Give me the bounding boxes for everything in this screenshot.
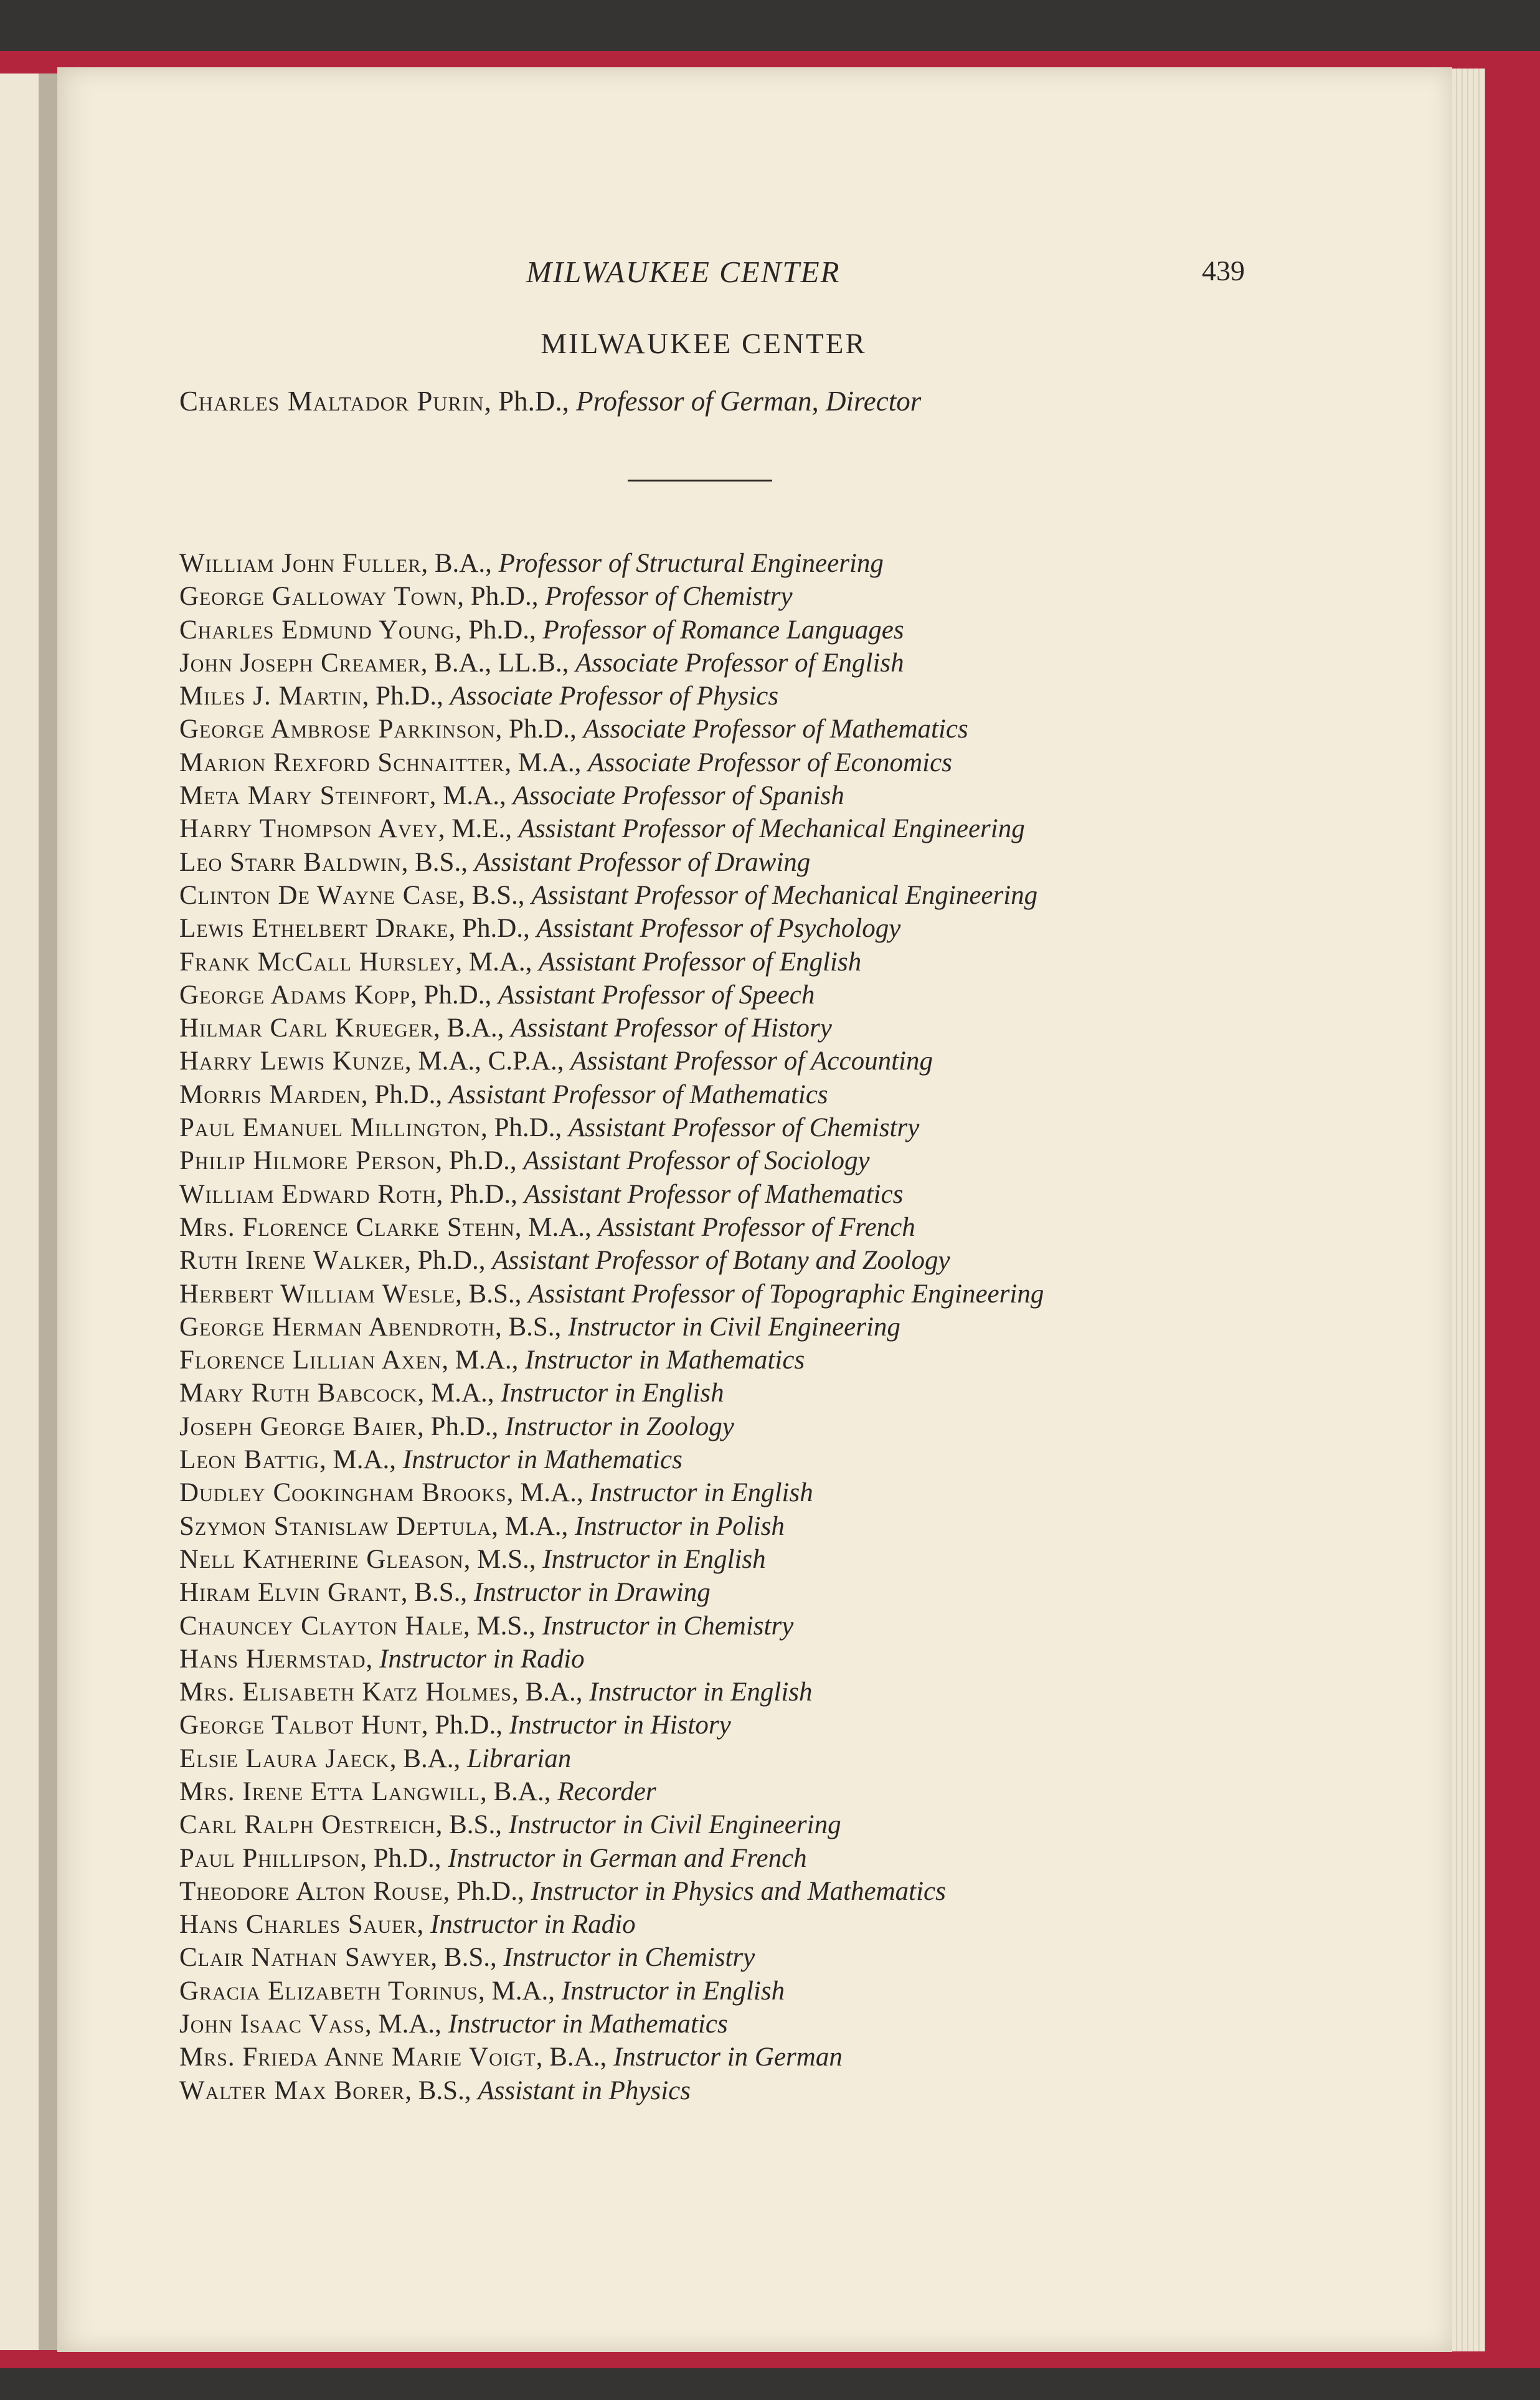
staff-entry: [179, 1476, 1412, 1509]
staff-title: Professor of Chemistry: [545, 582, 793, 612]
staff-title: Instructor in Civil Engineering: [568, 1312, 900, 1342]
staff-title: Associate Professor of English: [575, 648, 904, 678]
staff-degree: , B.A., LL.B.,: [420, 648, 576, 678]
staff-name: George Herman Abendroth: [179, 1312, 495, 1342]
staff-name: Mrs. Frieda Anne Marie Voigt: [179, 2042, 536, 2072]
staff-title: Assistant Professor of Mathematics: [524, 1179, 904, 1209]
staff-name: Dudley Cookingham Brooks: [179, 1478, 507, 1508]
staff-degree: , Ph.D.,: [443, 1876, 531, 1906]
staff-title: Instructor in English: [589, 1677, 813, 1707]
staff-entry: [179, 1344, 1412, 1377]
staff-name: Szymon Stanislaw Deptula: [179, 1511, 492, 1541]
staff-entry: [179, 1842, 1412, 1875]
staff-name: George Adams Kopp: [179, 980, 411, 1010]
staff-entry: [179, 1211, 1412, 1244]
staff-degree: , Ph.D.,: [448, 914, 537, 944]
staff-name: Harry Thompson Avey: [179, 814, 438, 844]
staff-entry: [179, 912, 1412, 945]
staff-entry: [179, 946, 1412, 979]
staff-entry: [179, 1244, 1412, 1277]
staff-degree: , Ph.D.,: [495, 714, 583, 744]
staff-name: Charles Edmund Young: [179, 615, 455, 645]
staff-title: Instructor in Drawing: [473, 1578, 711, 1608]
staff-degree: , M.A.,: [514, 1212, 598, 1242]
staff-degree: ,: [366, 1644, 379, 1674]
staff-degree: , M.A.,: [417, 1378, 501, 1408]
staff-entry: [179, 1410, 1412, 1443]
staff-title: Assistant Professor of Topographic Engineering: [528, 1279, 1044, 1309]
staff-name: John Isaac Vass: [179, 2009, 365, 2039]
staff-title: Assistant Professor of Drawing: [474, 847, 811, 877]
staff-title: Instructor in Chemistry: [542, 1611, 794, 1641]
staff-name: Herbert William Wesle: [179, 1279, 456, 1309]
staff-degree: , M.A.,: [504, 747, 588, 777]
staff-title: Instructor in English: [561, 1976, 785, 2006]
staff-name: Joseph George Baier: [179, 1411, 417, 1441]
staff-title: Instructor in Physics and Mathematics: [531, 1876, 946, 1906]
staff-entry: [179, 1875, 1412, 1908]
staff-name: Leon Battig: [179, 1445, 319, 1475]
staff-degree: , M.A.,: [319, 1445, 403, 1475]
staff-entry: [179, 1443, 1412, 1476]
staff-entry: [179, 1576, 1412, 1609]
staff-title: Assistant Professor of Mathematics: [448, 1079, 828, 1109]
staff-entry: [179, 979, 1412, 1012]
staff-title: Instructor in Mathematics: [448, 2009, 728, 2039]
running-title: MILWAUKEE CENTER: [526, 255, 841, 289]
staff-name: Walter Max Borer: [179, 2075, 405, 2105]
staff-degree: , M.S.,: [463, 1611, 542, 1641]
director-title: Professor of German, Director: [576, 386, 922, 417]
staff-title: Instructor in Radio: [430, 1910, 636, 1940]
staff-name: Harry Lewis Kunze: [179, 1046, 405, 1076]
staff-title: Instructor in German: [613, 2042, 843, 2072]
staff-degree: , B.A.,: [421, 549, 499, 578]
staff-entry: [179, 547, 1412, 580]
staff-title: Instructor in Chemistry: [503, 1943, 755, 1973]
staff-title: Recorder: [557, 1776, 656, 1806]
staff-degree: , B.S.,: [435, 1810, 509, 1840]
staff-name: Miles J. Martin: [179, 681, 362, 711]
staff-degree: , M.A.,: [455, 947, 539, 977]
staff-degree: , B.A.,: [389, 1743, 467, 1773]
staff-entry: [179, 614, 1412, 647]
staff-entry: [179, 2074, 1412, 2107]
staff-title: Professor of Romance Languages: [542, 615, 904, 645]
staff-degree: , Ph.D.,: [436, 1179, 524, 1209]
staff-degree: , B.S.,: [400, 1578, 474, 1608]
staff-title: Associate Professor of Physics: [450, 681, 779, 711]
staff-title: Instructor in German and French: [448, 1843, 807, 1873]
staff-title: Assistant in Physics: [478, 2075, 691, 2105]
staff-entry: [179, 1278, 1412, 1311]
staff-list: [179, 547, 1412, 2107]
staff-name: Ruth Irene Walker: [179, 1246, 405, 1276]
staff-degree: , M.E.,: [438, 814, 519, 844]
staff-title: Instructor in Mathematics: [525, 1345, 805, 1375]
staff-name: Mary Ruth Babcock: [179, 1378, 418, 1408]
staff-name: Clinton De Wayne Case: [179, 880, 459, 910]
staff-entry: [179, 1775, 1412, 1808]
staff-degree: , B.S.,: [430, 1943, 504, 1973]
staff-entry: [179, 1808, 1412, 1841]
staff-degree: , M.S.,: [463, 1544, 543, 1574]
staff-name: Elsie Laura Jaeck: [179, 1743, 390, 1773]
staff-title: Assistant Professor of Accounting: [570, 1046, 933, 1076]
staff-name: Florence Lillian Axen: [179, 1345, 442, 1375]
staff-entry: [179, 1742, 1412, 1775]
staff-name: Paul Phillipson: [179, 1843, 361, 1873]
staff-title: Associate Professor of Spanish: [513, 781, 844, 811]
staff-degree: , B.A.,: [536, 2042, 613, 2072]
staff-name: Mrs. Irene Etta Langwill: [179, 1776, 480, 1806]
staff-name: Nell Katherine Gleason: [179, 1544, 464, 1574]
staff-name: Leo Starr Baldwin: [179, 847, 402, 877]
staff-title: Assistant Professor of Mechanical Engineering: [518, 814, 1025, 844]
staff-name: Hans Hjermstad: [179, 1644, 366, 1674]
running-header: [0, 254, 1540, 292]
staff-name: Lewis Ethelbert Drake: [179, 914, 449, 944]
staff-title: Assistant Professor of History: [511, 1013, 832, 1043]
staff-entry: [179, 1709, 1412, 1742]
staff-name: George Talbot Hunt: [179, 1710, 422, 1740]
staff-entry: [179, 647, 1412, 680]
staff-title: Assistant Professor of French: [598, 1212, 915, 1242]
staff-title: Instructor in English: [501, 1378, 724, 1408]
staff-entry: [179, 779, 1412, 812]
staff-title: Instructor in Zoology: [504, 1411, 734, 1441]
staff-degree: , Ph.D.,: [480, 1113, 569, 1143]
staff-name: Morris Marden: [179, 1079, 361, 1109]
staff-title: Instructor in Polish: [575, 1511, 785, 1541]
staff-degree: , B.A.,: [511, 1677, 590, 1707]
staff-degree: , Ph.D.,: [457, 582, 546, 612]
staff-title: Assistant Professor of Psychology: [536, 914, 901, 944]
staff-title: Instructor in Mathematics: [402, 1445, 683, 1475]
staff-title: Assistant Professor of Botany and Zoology: [492, 1246, 950, 1276]
staff-entry: [179, 1510, 1412, 1543]
staff-degree: , M.A., C.P.A.,: [404, 1046, 571, 1076]
staff-degree: , M.A.,: [442, 1345, 526, 1375]
staff-title: Instructor in Civil Engineering: [508, 1810, 841, 1840]
staff-title: Assistant Professor of Speech: [498, 980, 815, 1010]
left-page-edge: [0, 74, 39, 2350]
staff-entry: [179, 1078, 1412, 1111]
staff-entry: [179, 1975, 1412, 2008]
staff-degree: , Ph.D.,: [361, 1079, 449, 1109]
staff-degree: , Ph.D.,: [362, 681, 450, 711]
staff-entry: [179, 879, 1412, 912]
staff-entry: [179, 1111, 1412, 1144]
staff-name: Meta Mary Steinfort: [179, 781, 430, 811]
staff-name: Mrs. Elisabeth Katz Holmes: [179, 1677, 512, 1707]
staff-name: Chauncey Clayton Hale: [179, 1611, 463, 1641]
staff-entry: [179, 1941, 1412, 1974]
staff-degree: , Ph.D.,: [435, 1146, 524, 1176]
staff-entry: [179, 746, 1412, 779]
staff-degree: , Ph.D.,: [455, 615, 543, 645]
gutter: [39, 74, 57, 2350]
staff-entry: [179, 1610, 1412, 1643]
staff-degree: , M.A.,: [478, 1976, 562, 2006]
staff-entry: [179, 1543, 1412, 1576]
staff-name: Mrs. Florence Clarke Stehn: [179, 1212, 515, 1242]
staff-degree: , B.A.,: [479, 1776, 558, 1806]
staff-title: Professor of Structural Engineering: [498, 549, 884, 578]
director-degree: , Ph.D.,: [484, 386, 577, 417]
staff-title: Assistant Professor of English: [539, 947, 862, 977]
staff-degree: , B.S.,: [494, 1312, 569, 1342]
staff-entry: [179, 1178, 1412, 1211]
staff-name: Marion Rexford Schnaitter: [179, 747, 505, 777]
staff-entry: [179, 2041, 1412, 2074]
staff-name: George Ambrose Parkinson: [179, 714, 496, 744]
staff-entry: [179, 580, 1412, 613]
staff-degree: , Ph.D.,: [417, 1411, 505, 1441]
staff-degree: , B.S.,: [455, 1279, 529, 1309]
staff-entry: [179, 1144, 1412, 1177]
staff-title: Instructor in English: [542, 1544, 766, 1574]
staff-name: Carl Ralph Oestreich: [179, 1810, 436, 1840]
staff-degree: , Ph.D.,: [404, 1246, 493, 1276]
staff-name: Hiram Elvin Grant: [179, 1578, 401, 1608]
staff-degree: , M.A.,: [506, 1478, 590, 1508]
staff-entry: [179, 1045, 1412, 1078]
staff-entry: [179, 846, 1412, 879]
staff-entry: [179, 1377, 1412, 1410]
staff-title: Assistant Professor of Mechanical Engineering: [531, 880, 1038, 910]
staff-name: Clair Nathan Sawyer: [179, 1943, 431, 1973]
staff-degree: , M.A.,: [364, 2009, 448, 2039]
staff-entry: [179, 1676, 1412, 1709]
staff-name: William Edward Roth: [179, 1179, 437, 1209]
staff-entry: [179, 1908, 1412, 1941]
staff-entry: [179, 1643, 1412, 1676]
staff-degree: , Ph.D.,: [410, 980, 498, 1010]
staff-name: William John Fuller: [179, 549, 422, 578]
staff-name: Gracia Elizabeth Torinus: [179, 1976, 478, 2006]
staff-entry: [179, 1311, 1412, 1344]
staff-name: Frank McCall Hursley: [179, 947, 456, 977]
staff-title: Associate Professor of Mathematics: [583, 714, 968, 744]
staff-degree: , B.S.,: [458, 880, 532, 910]
staff-title: Instructor in History: [509, 1710, 731, 1740]
staff-title: Associate Professor of Economics: [588, 747, 952, 777]
staff-degree: , B.S.,: [401, 847, 475, 877]
staff-entry: [179, 1012, 1412, 1045]
section-title: MILWAUKEE CENTER: [541, 328, 867, 360]
staff-name: Philip Hilmore Person: [179, 1146, 436, 1176]
staff-degree: ,: [417, 1910, 431, 1940]
staff-name: John Joseph Creamer: [179, 648, 421, 678]
staff-title: Instructor in English: [590, 1478, 813, 1508]
staff-degree: , Ph.D.,: [421, 1710, 509, 1740]
staff-title: Instructor in Radio: [379, 1644, 585, 1674]
staff-entry: [179, 812, 1412, 845]
staff-name: George Galloway Town: [179, 582, 458, 612]
director-name: Charles Maltador Purin: [179, 386, 484, 417]
staff-degree: , M.A.,: [429, 781, 513, 811]
staff-degree: , B.A.,: [433, 1013, 511, 1043]
page-number: 439: [1202, 255, 1245, 287]
staff-name: Theodore Alton Rouse: [179, 1876, 443, 1906]
staff-degree: , Ph.D.,: [360, 1843, 448, 1873]
staff-degree: , M.A.,: [491, 1511, 575, 1541]
staff-entry: [179, 713, 1412, 746]
staff-title: Assistant Professor of Sociology: [523, 1146, 870, 1176]
staff-degree: , B.S.,: [405, 2075, 478, 2105]
staff-title: Assistant Professor of Chemistry: [568, 1113, 920, 1143]
director-entry: [179, 385, 921, 417]
staff-entry: [179, 2008, 1412, 2041]
staff-entry: [179, 680, 1412, 713]
staff-name: Paul Emanuel Millington: [179, 1113, 481, 1143]
staff-name: Hans Charles Sauer: [179, 1910, 417, 1940]
staff-name: Hilmar Carl Krueger: [179, 1013, 433, 1043]
section-divider: [628, 480, 772, 481]
staff-title: Librarian: [467, 1743, 572, 1773]
